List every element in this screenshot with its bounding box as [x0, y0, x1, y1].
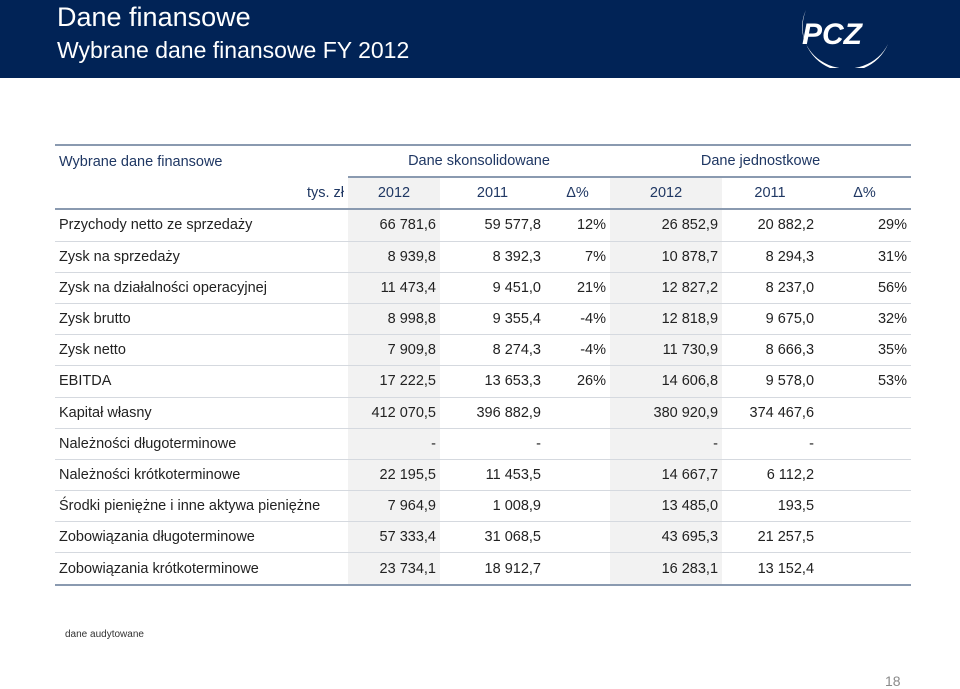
cell-value: 56% [818, 272, 911, 303]
col-header: 2012 [610, 177, 722, 209]
table-row [55, 491, 911, 522]
cell-value: 11 453,5 [440, 459, 545, 490]
cell-value: 43 695,3 [610, 522, 722, 553]
cell-value: 12 827,2 [610, 272, 722, 303]
cell-value: 53% [818, 366, 911, 397]
row-label: Zysk na sprzedaży [55, 241, 348, 272]
col-header: 2012 [348, 177, 440, 209]
cell-value: - [610, 428, 722, 459]
cell-value: 29% [818, 209, 911, 241]
cell-value [545, 553, 610, 585]
table-title: Wybrane dane finansowe [59, 153, 223, 170]
header-band [0, 0, 960, 78]
cell-value: 14 667,7 [610, 459, 722, 490]
cell-value [545, 428, 610, 459]
svg-text:PCZ: PCZ [802, 18, 862, 51]
cell-value: 13 152,4 [722, 553, 818, 585]
slide-subtitle: Wybrane dane finansowe FY 2012 [57, 37, 410, 63]
table-row [55, 241, 911, 272]
group-consolidated: Dane skonsolidowane [348, 145, 610, 177]
cell-value: 8 666,3 [722, 335, 818, 366]
col-header: Δ% [545, 177, 610, 209]
cell-value: 12 818,9 [610, 303, 722, 334]
table-row [55, 459, 911, 490]
cell-value: 9 578,0 [722, 366, 818, 397]
cell-value [818, 522, 911, 553]
cell-value: 26% [545, 366, 610, 397]
cell-value: 11 730,9 [610, 335, 722, 366]
cell-value: 7 909,8 [348, 335, 440, 366]
table-row [55, 272, 911, 303]
cell-value: 8 294,3 [722, 241, 818, 272]
cell-value: 32% [818, 303, 911, 334]
cell-value: 11 473,4 [348, 272, 440, 303]
table-row [55, 335, 911, 366]
cell-value: 193,5 [722, 491, 818, 522]
row-label: EBITDA [55, 366, 348, 397]
cell-value: 1 008,9 [440, 491, 545, 522]
table-column-header [55, 177, 911, 209]
table-row [55, 397, 911, 428]
cell-value: 10 878,7 [610, 241, 722, 272]
row-label: Należności długoterminowe [55, 428, 348, 459]
cell-value: 18 912,7 [440, 553, 545, 585]
cell-value: -4% [545, 303, 610, 334]
cell-value: 20 882,2 [722, 209, 818, 241]
cell-value: 22 195,5 [348, 459, 440, 490]
cell-value [818, 397, 911, 428]
cell-value: 59 577,8 [440, 209, 545, 241]
slide-title: Dane finansowe [57, 2, 251, 32]
cell-value [545, 397, 610, 428]
cell-value: 374 467,6 [722, 397, 818, 428]
cell-value: 396 882,9 [440, 397, 545, 428]
cell-value: 380 920,9 [610, 397, 722, 428]
cell-value: 8 237,0 [722, 272, 818, 303]
row-label: Zysk netto [55, 335, 348, 366]
cell-value [818, 428, 911, 459]
cell-value: 35% [818, 335, 911, 366]
row-label: Zysk na działalności operacyjnej [55, 272, 348, 303]
table-group-header [55, 145, 911, 177]
table-row [55, 522, 911, 553]
row-label: Zobowiązania krótkoterminowe [55, 553, 348, 585]
cell-value [818, 491, 911, 522]
cell-value: -4% [545, 335, 610, 366]
col-header: 2011 [440, 177, 545, 209]
financial-table [55, 144, 911, 586]
cell-value: - [722, 428, 818, 459]
table-row [55, 303, 911, 334]
cell-value: 9 675,0 [722, 303, 818, 334]
row-label: Środki pieniężne i inne aktywa pieniężne [55, 491, 348, 522]
cell-value: 412 070,5 [348, 397, 440, 428]
cell-value: 8 274,3 [440, 335, 545, 366]
cell-value: - [440, 428, 545, 459]
col-header: 2011 [722, 177, 818, 209]
row-label: Zysk brutto [55, 303, 348, 334]
cell-value: 57 333,4 [348, 522, 440, 553]
col-header: Δ% [818, 177, 911, 209]
cell-value: - [348, 428, 440, 459]
group-standalone: Dane jednostkowe [610, 145, 911, 177]
row-label: Kapitał własny [55, 397, 348, 428]
cell-value [818, 553, 911, 585]
cell-value: 13 485,0 [610, 491, 722, 522]
cell-value: 7% [545, 241, 610, 272]
cell-value: 9 355,4 [440, 303, 545, 334]
table-row [55, 209, 911, 241]
cell-value: 7 964,9 [348, 491, 440, 522]
cell-value: 6 112,2 [722, 459, 818, 490]
cell-value: 8 939,8 [348, 241, 440, 272]
row-label: Przychody netto ze sprzedaży [55, 209, 348, 241]
footnote: dane audytowane [65, 629, 144, 640]
cell-value: 13 653,3 [440, 366, 545, 397]
cell-value [545, 459, 610, 490]
cell-value: 14 606,8 [610, 366, 722, 397]
cell-value: 66 781,6 [348, 209, 440, 241]
row-label: Należności krótkoterminowe [55, 459, 348, 490]
cell-value: 21 257,5 [722, 522, 818, 553]
table-row [55, 428, 911, 459]
table-row [55, 553, 911, 585]
table-row [55, 366, 911, 397]
pcz-logo [776, 4, 890, 68]
cell-value: 26 852,9 [610, 209, 722, 241]
unit-label: tys. zł [55, 177, 348, 209]
cell-value: 31 068,5 [440, 522, 545, 553]
cell-value: 9 451,0 [440, 272, 545, 303]
page-number: 18 [885, 673, 901, 689]
cell-value: 21% [545, 272, 610, 303]
row-label: Zobowiązania długoterminowe [55, 522, 348, 553]
cell-value: 16 283,1 [610, 553, 722, 585]
cell-value: 23 734,1 [348, 553, 440, 585]
cell-value: 31% [818, 241, 911, 272]
cell-value: 17 222,5 [348, 366, 440, 397]
cell-value: 8 998,8 [348, 303, 440, 334]
cell-value [545, 522, 610, 553]
cell-value [818, 459, 911, 490]
cell-value [545, 491, 610, 522]
cell-value: 12% [545, 209, 610, 241]
cell-value: 8 392,3 [440, 241, 545, 272]
